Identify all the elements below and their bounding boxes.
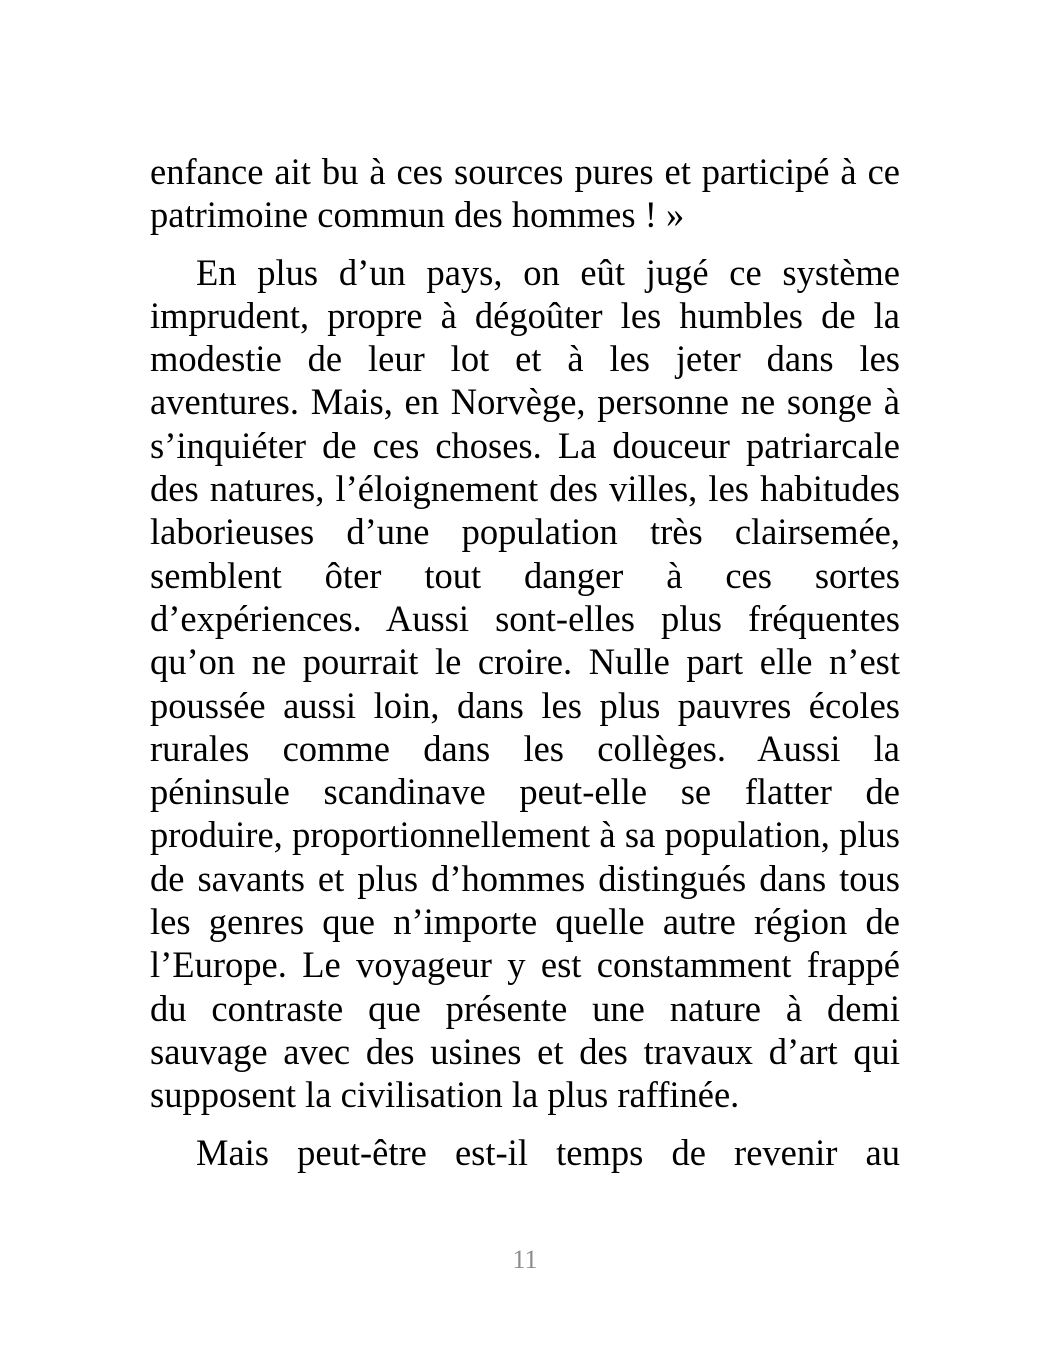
- paragraph-norway-education: En plus d’un pays, on eût jugé ce système imprudent, propre à dégoûter les humbles de la modestie de leur lot et à les jeter dans les aventures. Mais, en Norvège, personne ne songe à s’inquiéter de ces choses. La douceur patriarcale des natures, l’éloignement des villes, les habitudes laborieuses d’une population très clairsemée, semblent ôter tout danger à ces sortes d’expériences. Aussi sont-elles plus fréquentes qu’on ne pourrait le croire. Nulle part elle n’est poussée aussi loin, dans les plus pauvres écoles rurales comme dans les collèges. Aussi la péninsule scandinave peut-elle se flatter de produire, proportionnellement à sa population, plus de savants et plus d’hommes distingués dans tous les genres que n’importe quelle autre région de l’Europe. Le voyageur y est constamment frappé du contraste que présente une nature à demi sauvage avec des usines et des travaux d’art qui supposent la civilisation la plus raffinée.: [150, 251, 900, 1116]
- page-body: [150, 150, 900, 1188]
- paragraph-truncated: Mais peut-être est-il temps de revenir au: [196, 1131, 900, 1173]
- page-number: 11: [512, 1245, 538, 1274]
- paragraph-continuation: enfance ait bu à ces sources pures et participé à ce patrimoine commun des hommes ! »: [150, 151, 900, 236]
